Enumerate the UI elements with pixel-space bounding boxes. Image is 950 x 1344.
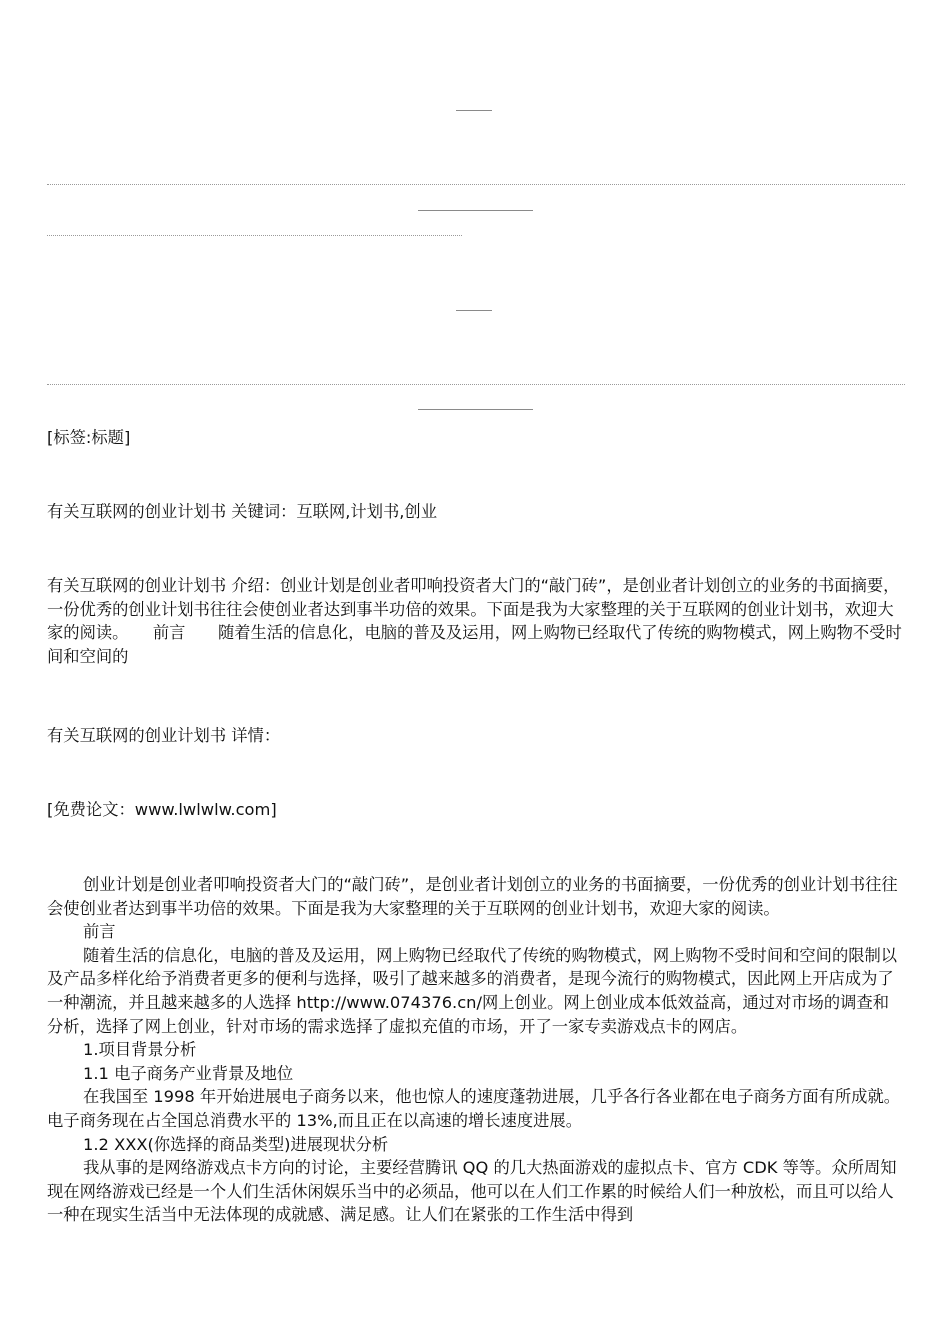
header-rule-2	[47, 235, 462, 236]
body-heading-1-1: 1.1 电子商务产业背景及地位	[83, 1063, 294, 1083]
body-paragraph-1-1: 在我国至 1998 年开始进展电子商务以来，他也惊人的速度蓬勃进展，几乎各行各业都在电子商务方面有所成就。电子商务现在占全国总消费水平的 13%,而且正在以高速的增长速度进展。	[47, 1087, 901, 1130]
article-body	[47, 873, 905, 1227]
header-rule-1	[47, 184, 905, 185]
body-paragraph-1-2: 我从事的是网络游戏点卡方向的讨论，主要经营腾讯 QQ 的几大热面游戏的虚拟点卡、官方 CDK 等等。众所周知现在网络游戏已经是一个人们生活休闲娱乐当中的必须品，他可以在人们工作累的时候给人们一种放松，而且可以给人一种在现实生活当中无法体现的成就感、满足感。让人们在紧张的工作生活中得到	[47, 1158, 897, 1225]
tag-line: [标签:标题]	[47, 428, 131, 447]
header-mark-2	[418, 210, 533, 211]
body-heading-1-2: 1.2 XXX(你选择的商品类型)进展现状分析	[83, 1134, 389, 1154]
keywords-line: 有关互联网的创业计划书 关键词：互联网,计划书,创业	[47, 502, 437, 521]
body-heading-1: 1.项目背景分析	[83, 1040, 197, 1060]
header-rule-3	[47, 384, 905, 385]
header-mark-4	[418, 409, 533, 410]
header-mark-3	[456, 310, 492, 311]
body-paragraph-preface: 随着生活的信息化，电脑的普及及运用，网上购物已经取代了传统的购物模式，网上购物不受时间和空间的限制以及产品多样化给予消费者更多的便利与选择，吸引了越来越多的消费者，是现今流行的购物模式，因此网上开店成为了一种潮流，并且越来越多的人选择 http://www.074376.cn/网上创业。网上创业成本低效益高，通过对市场的调查和分析，选择了网上创业，针对市场的需求选择了虚拟充值的市场，开了一家专卖游戏点卡的网店。	[47, 945, 898, 1036]
details-line: 有关互联网的创业计划书 详情：	[47, 726, 281, 745]
intro-paragraph: 有关互联网的创业计划书 介绍：创业计划是创业者叩响投资者大门的“敲门砖”，是创业者计划创立的业务的书面摘要，一份优秀的创业计划书往往会使创业者达到事半功倍的效果。下面是我为大家整理的关于互联网的创业计划书，欢迎大家的阅读。 前言 随着生活的信息化，电脑的普及及运用，网上购物已经取代了传统的购物模式，网上购物不受时间和空间的	[47, 576, 902, 666]
free-paper-line: [免费论文：www.lwlwlw.com]	[47, 800, 277, 819]
header-mark-1	[456, 110, 492, 111]
body-heading-preface: 前言	[83, 922, 116, 942]
body-paragraph-intro: 创业计划是创业者叩响投资者大门的“敲门砖”，是创业者计划创立的业务的书面摘要，一份优秀的创业计划书往往会使创业者达到事半功倍的效果。下面是我为大家整理的关于互联网的创业计划书，欢迎大家的阅读。	[47, 875, 898, 918]
